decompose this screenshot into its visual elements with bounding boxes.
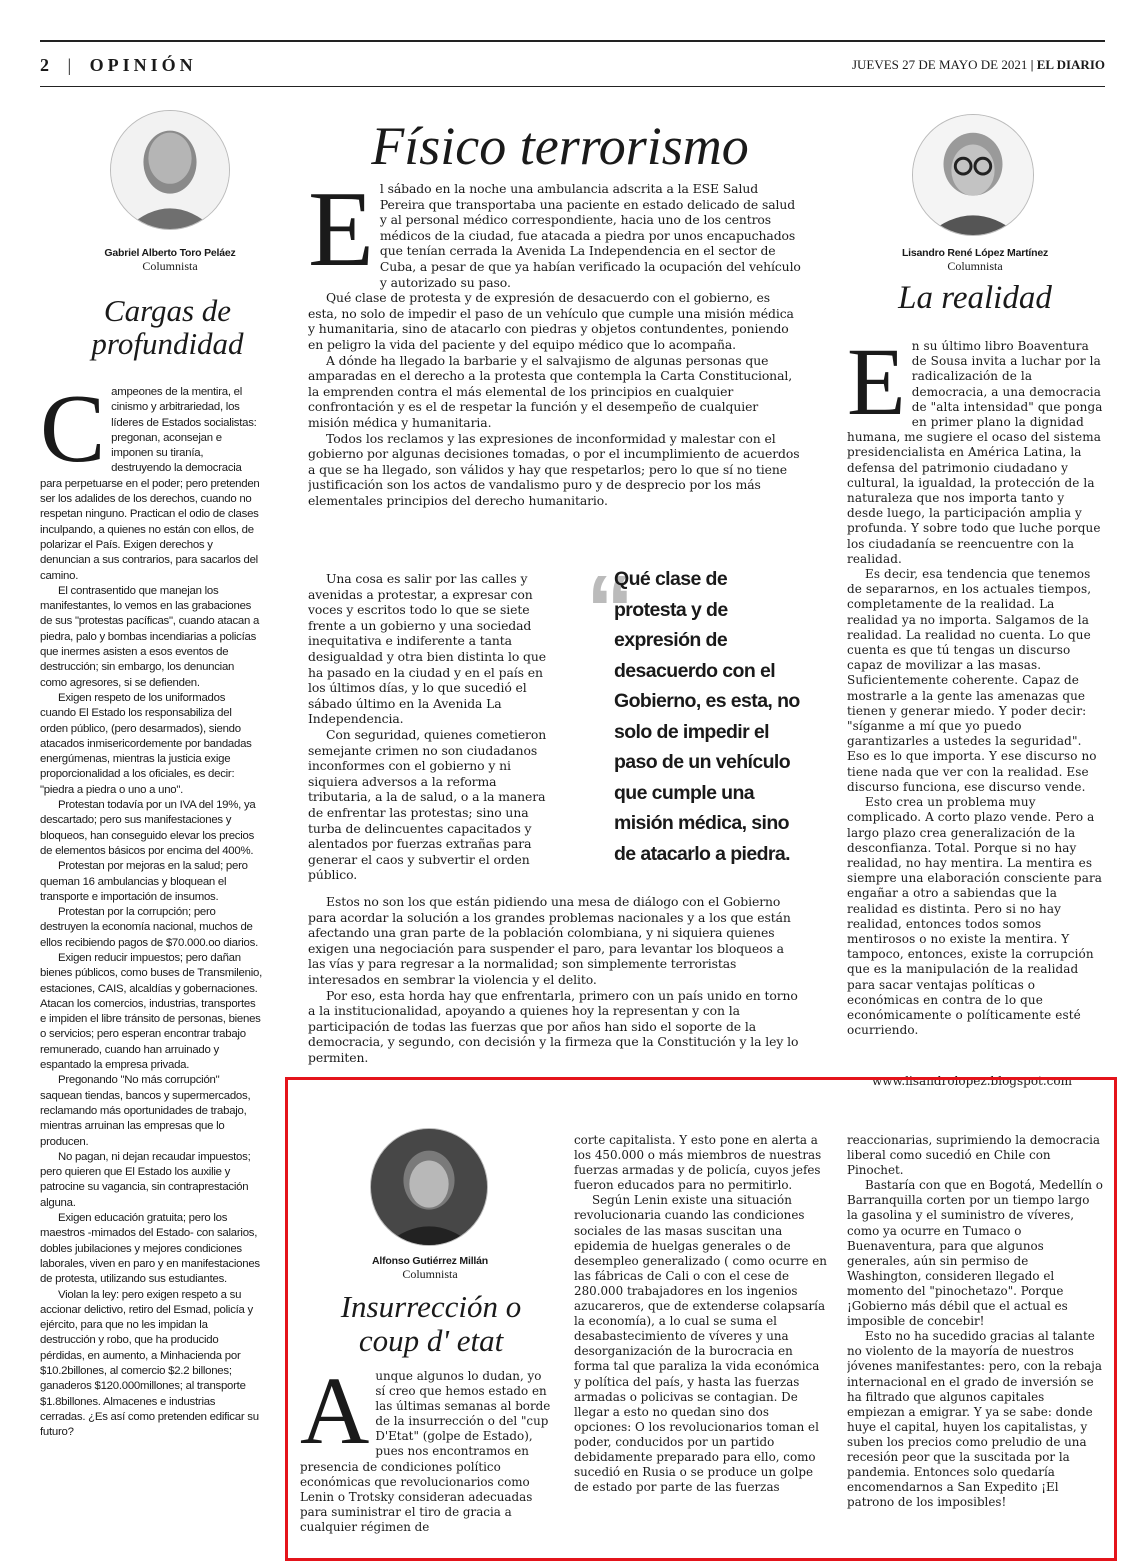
columnist-name: Gabriel Alberto Toro Peláez — [104, 247, 236, 259]
paragraph — [300, 1369, 555, 1535]
paragraph: Es decir, esa tendencia que tenemos de separarnos, en los actuales tiempos, completamente de la realidad. La realidad ya no importa. Salgamos de la realidad. La realidad no cuenta. Lo que cuenta es que tú tengas un discurso capaz de movilizar a las masas. Suficientemente coherente. Capaz de mostrarle a la gente las amenazas que tienen y generar miedo. Y poder decir: "síganme a mí que yo puedo garantizarles a ustedes la seguridad". Eso es lo que importa. Y ese discurso no tiene nada que ver con la realidad. Ese discurso funciona, ese discurso vende. — [847, 567, 1097, 794]
columnist-photo-toro — [110, 110, 230, 230]
paragraph: Bastaría con que en Bogotá, Medellín o Barranquilla corten por un tiempo largo la gasolina y el suministro de víveres, como ya ocurre en Tumaco o Buenaventura, para que algunos generales, aún sin permiso de Washington, consideren llegado el momento del "pinochetazo". Porque ¡Gobierno más débil que el actual es imposible de concebir! — [847, 1178, 1103, 1329]
main-article-body-narrow — [308, 571, 558, 894]
columnist-website-link[interactable]: www.lisandrolopez.blogspot.com — [872, 1074, 1072, 1088]
columnist-photo-lopez — [912, 114, 1034, 236]
paragraph: Según Lenin existe una situación revolucionaria cuando las condiciones sociales de las masas suscitan una epidemia de huelgas generales o de desempleo generalizado ( como ocurre en las fábricas de Cali o con el cese de 280.000 trabajadores en los ingenios azucareros, que de extenderse colapsaría la economía), a lo cual se suma el desabastecimiento de víveres y una desorganización de la burocracia en forma tal que paraliza la vida económica y política del país, y hasta las fuerzas armadas o policivas se contagian. De llegar a esto no quedan sino dos opciones: O los revolucionarios toman el poder, conducidos por un partido debidamente preparado para ello, como sucedió en Rusia o se produce un golpe de estado por parte de las fuerzas — [574, 1193, 827, 1495]
column-body-bottom-1 — [300, 1369, 555, 1554]
quote-mark-icon: “ — [586, 556, 634, 663]
columnist-name: Alfonso Gutiérrez Millán — [372, 1255, 488, 1267]
newspaper-name: EL DIARIO — [1036, 57, 1105, 72]
paragraph-text: ampeones de la mentira, el cinismo y arbitrariedad, los líderes de Estados socialistas: pregonan, aconsejan e imponen su tiranía, destruyendo la democracia para perpetuarse en el poder; pero pretenden ser los adalides de los derechos, cuando no respetan ninguno. Practican el odio de clases inculpando, a quienes no están con ellos, de polarizar el País. Exigen derechos y denuncian a sus contrarios, para sacarlos del camino. — [40, 386, 260, 582]
main-article-body-top — [308, 181, 802, 568]
paragraph-text: l sábado en la noche una ambulancia adscrita a la ESE Salud Pereira que transportaba una paciente en estado delicado de salud y al personal médico correspondiente, hacia uno de los centros médicos de la ciudad, fue atacada a piedra por unos encapuchados que tenían cerrada la Avenida La Independencia en el sector de Cuba, a pesar de que ya habían verificado la ocupación del vehículo y autorizado su paso. — [379, 181, 801, 290]
byline-right — [860, 247, 1090, 274]
paragraph: Protestan todavía por un IVA del 19%, ya descartado; pero sus manifestaciones y bloqueos, han conseguido elevar los precios de elementos básicos por encima del 400%. — [40, 799, 256, 857]
paragraph: Qué clase de protesta y de expresión de desacuerdo con el gobierno, es esta, no solo de impedir el paso de un vehículo que cumple una misión médica y humanitaria, sino de atacarlo con piedras y objetos contundentes, poniendo en peligro la vida del paciente y del equipo médico que lo acompaña. — [308, 290, 794, 352]
title-line: profundidad — [91, 325, 244, 361]
columnist-name: Lisandro René López Martínez — [901, 247, 1049, 259]
paragraph: Exigen educación gratuita; pero los maestros -mimados del Estado- con salarios, dobles jubilaciones y mejores condiciones laborales, viven en paro y en manifestaciones de protesta, utilizando sus estudiantes. — [40, 1212, 260, 1286]
main-article-title: Físico terrorismo — [371, 116, 749, 176]
column-body-bottom-3 — [847, 1133, 1104, 1558]
paragraph: Estos no son los que están pidiendo una mesa de diálogo con el Gobierno para acordar la solución a los grandes problemas nacionales y a los que están afectando una gran parte de la población colombiana, y ni siquiera quienes exigen una negociación para suspender el paro, para levantar los bloqueos a las vías y para regresar a la normalidad; son simplemente terroristas interesados en sembrar la violencia y el delito. — [308, 894, 791, 987]
column-title-bottom — [300, 1290, 562, 1358]
paragraph: reaccionarias, suprimiendo la democracia liberal como sucedió en Chile con Pinochet. — [847, 1133, 1100, 1178]
header-top-rule — [40, 40, 1105, 42]
page-number: 2 — [40, 55, 53, 75]
paragraph-text: unque algunos lo dudan, yo sí creo que hemos estado en las últimas semanas al borde de la insurrección o del "cup D'Etat" (golpe de Estado), pues nos encontramos en presencia de condiciones político económicas que revolucionarios como Lenin o Trotsky consideran adecuadas para suministrar el tiro de gracia a cualquier régimen de — [300, 1369, 551, 1534]
paragraph: Pregonando "No más corrupción" saquean tiendas, bancos y supermercados, reclamando más oportunidades de trabajo, mientras arruinan las empresas que lo producen. — [40, 1074, 251, 1148]
pull-quote: Qué clase de protesta y de expresión de desacuerdo con el Gobierno, es esta, no solo de impedir el paso de un vehículo que cumple una misión médica, sino de atacarlo a piedra. — [614, 568, 800, 865]
drop-cap: A — [300, 1369, 370, 1464]
paragraph: A dónde ha llegado la barbarie y el salvajismo de algunas personas que amparadas en el derecho a la protesta que contempla la Carta Constitucional, la emprenden contra el más elemental de los principios en cualquier confrontación y es el de respetar la función y el desempeño de cualquier misión médica y humanitaria. — [308, 352, 793, 430]
paragraph: Exigen reducir impuestos; pero dañan bienes públicos, como buses de Transmilenio, estaciones, CAIS, alcaldías y gobernaciones. Atacan los comercios, industrias, transportes e impiden el libre tránsito de personas, bienes o servicios; pero esperan encontrar trabajo remunerado, cuando han arruinado y espantado la empresa privada. — [40, 951, 262, 1072]
column-body-right — [847, 339, 1104, 1074]
paragraph: No pagan, ni dejan recaudar impuestos; pero quieren que El Estado los auxilie y patrocine su vagancia, sin contraprestación alguna. — [40, 1150, 251, 1209]
paragraph: El contrasentido que manejan los manifestantes, lo vemos en las grabaciones de sus "protestas pacíficas", cuando atacan a piedra, palo y bombas incendiarias a policías que inermes asisten a esos eventos de destrucción; sin embargo, los denuncian como agresores, si se defienden. — [40, 584, 260, 689]
paragraph: corte capitalista. Y esto pone en alerta a los 450.000 o más miembros de nuestras fuerzas armadas y de policía, cuyos jefes fueron educados para no permitirlo. — [574, 1133, 822, 1193]
column-title-left — [40, 295, 295, 360]
paragraph: Una cosa es salir por las calles y avenidas a protestar, a expresar con voces y escritos todo lo que se siete frente a un gobierno y una sociedad inequitativa e indiferente a tanta desigualdad y otra bien distinta lo que ha pasado en la ciudad y en el país en los últimos días, y lo que sucedió el sábado último en la Avenida La Independencia. — [308, 571, 546, 727]
columnist-role: Columnista — [402, 1267, 458, 1281]
page-header-right: JUEVES 27 DE MAYO DE 2021 | EL DIARIO — [851, 57, 1105, 72]
drop-cap: C — [40, 385, 106, 483]
header-separator: | — [67, 55, 76, 75]
columnist-photo-gutierrez — [370, 1128, 488, 1246]
paragraph: Por eso, esta horda hay que enfrentarla, primero con un país unido en torno a la institucionalidad, apoyando a quienes hoy la representan y con la participación de todas las fuerzas que por años han sido el soporte de la democracia, y segundo, con decisión y la firmeza que la Constitución y la ley lo permiten. — [308, 987, 799, 1065]
column-title-right: La realidad — [898, 280, 1052, 316]
title-line: Insurrección o — [340, 1289, 522, 1324]
paragraph: Protestan por mejoras en la salud; pero queman 16 ambulancias y bloquean el transporte e importación de insumos. — [40, 860, 248, 903]
column-body-left — [40, 385, 262, 1530]
byline-left — [55, 247, 285, 274]
paragraph — [847, 339, 1104, 567]
paragraph: Exigen respeto de los uniformados cuando El Estado los responsabiliza del orden público, (pero desarmados), siendo atacados inmisericordemente por bandadas energúmenas, mientras la justicia exige proporcionalidad a los oficiales, es decir: "piedra a piedra o uno a uno". — [40, 691, 252, 796]
issue-date: JUEVES 27 DE MAYO DE 2021 — [851, 57, 1028, 72]
page-header-left — [40, 55, 197, 76]
title-line: coup d' etat — [358, 1323, 504, 1358]
paragraph — [40, 385, 262, 584]
column-body-bottom-2 — [574, 1133, 827, 1558]
paragraph: Protestan por la corrupción; pero destruyen la economía nacional, muchos de ellos recibiendo pagos de $70.000.oo diarios. — [40, 906, 258, 949]
drop-cap: E — [308, 181, 374, 289]
header-bottom-rule — [40, 86, 1105, 87]
byline-bottom — [315, 1255, 545, 1282]
drop-cap: E — [847, 339, 906, 435]
paragraph: Esto crea un problema muy complicado. A corto plazo vende. Pero a largo plazo crea generalización de la desconfianza. Total. Porque si no hay realidad, no hay mentira. La mentira es siempre una elaboración consciente para engañar a otro a sabiendas que la realidad es distinta. Pero si no hay realidad, entonces todos somos mentirosos o no existe la mentira. Y tampoco, entonces, existe la corrupción que es la manipulación de la realidad para sacar ventajas políticas o económicas en contra de lo que económicamente o políticamente esté ocurriendo. — [847, 795, 1103, 1038]
paragraph: Todos los reclamos y las expresiones de inconformidad y malestar con el gobierno por algunas decisiones tomadas, o por el incumplimiento de acuerdos a que se ha llegado, son válidos y hay que respetarlos; pero lo que sí no tiene justificación son los actos de vandalismo puro y de desprecio por los más elementales principios del derecho humanitario. — [308, 430, 800, 508]
main-article-body-bottom — [308, 894, 802, 1077]
paragraph: Violan la ley: pero exigen respeto a su accionar delictivo, retiro del Esmad, policía y ejército, para que no les impidan la destrucción y robo, que ha producido pérdidas, en aumento, a Minhacienda por $10.2billones, al comercio $2.2 billones; ganaderos $120.000millones; al transporte $1.8billones. Almacenes e industrias cerradas. ¿Es así como pretenden edificar su futuro? — [40, 1288, 259, 1439]
paragraph — [308, 181, 802, 290]
columnist-role: Columnista — [142, 259, 198, 273]
paragraph: Con seguridad, quienes cometieron semejante crimen no son ciudadanos inconformes con el gobierno y ni siquiera adversos a la reforma tributaria, a la de salud, o a la manera de enfrentar las protestas; sino una turba de delincuentes capacitados y alentados por fuerzas extrañas para generar el caos y subvertir el orden público. — [308, 726, 547, 883]
paragraph: Esto no ha sucedido gracias al talante no violento de la mayoría de nuestros jóvenes manifestantes: pero, con la rebaja internacional en el grado de inversión se ha filtrado que algunos capitales empiezan a emigrar. Y ya se sabe: donde huye el capital, huyen los capitalistas, y suben los precios como preludio de una recesión peor que la suscitada por la pandemia. Entonces solo quedaría encomendarnos a San Expedito ¡El patrono de los imposibles! — [847, 1329, 1102, 1510]
title-line: Cargas de — [103, 293, 232, 328]
columnist-role: Columnista — [947, 259, 1003, 273]
paragraph-text: n su último libro Boaventura de Sousa invita a luchar por la radicalización de la democracia, a una democracia de "alta intensidad" que ponga en primer plano la dignidad humana, me sugiere el ocaso del sistema presidencialista en América Latina, la defensa del patrimonio ciudadano y cultural, la igualdad, la protección de la naturaleza que nos importa tanto y desde luego, la participación amplia y profunda. Y sobre todo que luche porque los ciudadanía se reencuentre con la realidad. — [847, 339, 1103, 566]
section-name: OPINIÓN — [89, 55, 197, 75]
